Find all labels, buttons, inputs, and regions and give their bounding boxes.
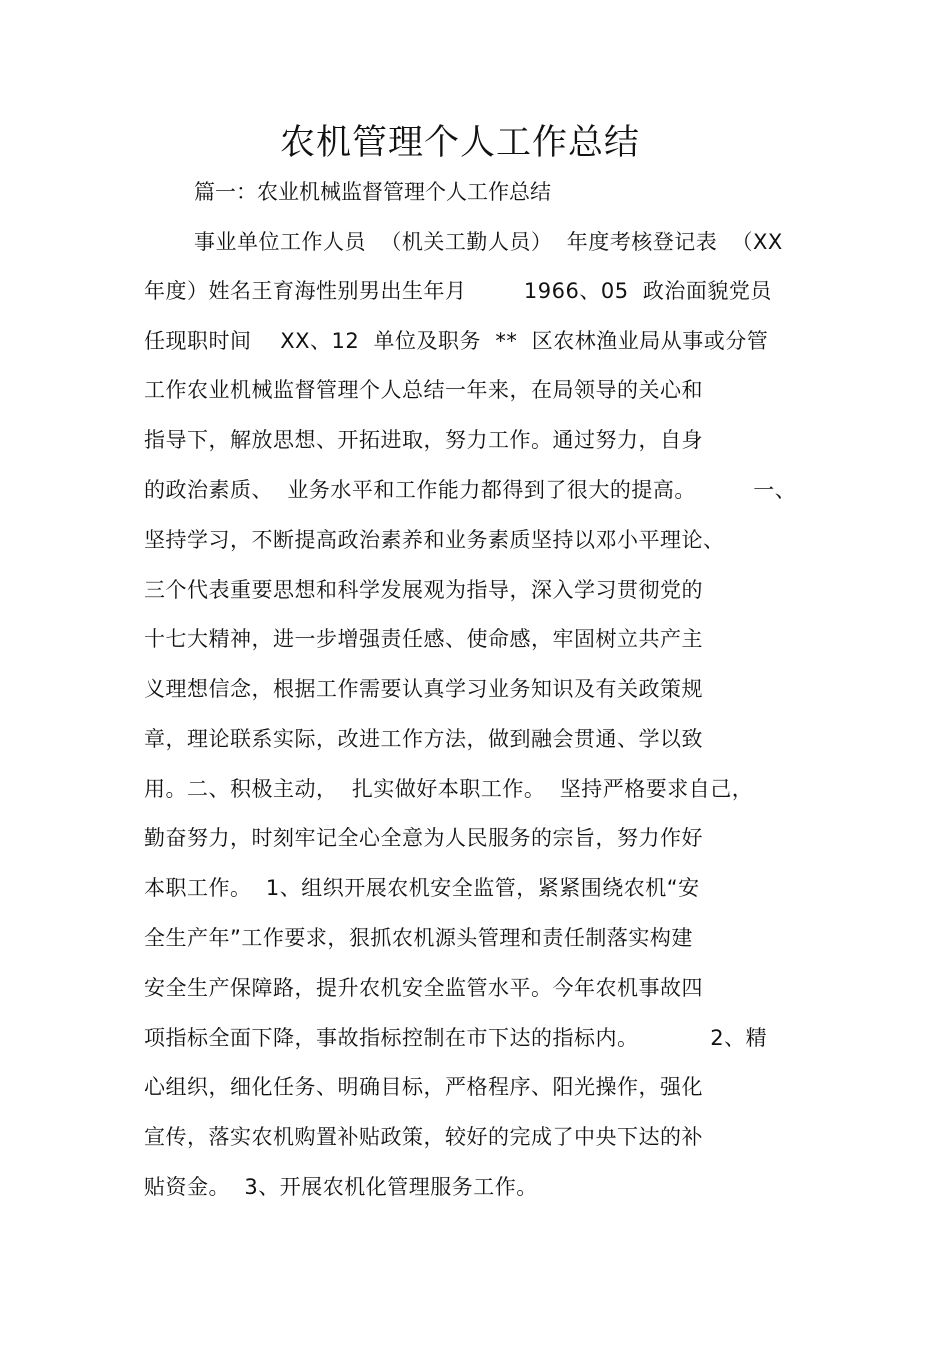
body-line: 年度）姓名王育海性别男出生年月 1966、05 政治面貌党员: [144, 279, 772, 303]
body-line: 坚持学习，不断提高政治素养和业务素质坚持以邓小平理论、: [144, 528, 725, 552]
body-line: 心组织，细化任务、明确目标，严格程序、阳光操作，强化: [144, 1075, 703, 1099]
document-subtitle: 篇一：农业机械监督管理个人工作总结: [194, 180, 551, 204]
body-line: 全生产年”工作要求，狠抓农机源头管理和责任制落实构建: [144, 926, 693, 950]
body-line: 用。二、积极主动， 扎实做好本职工作。 坚持严格要求自己，: [144, 777, 754, 801]
body-line: 义理想信念，根据工作需要认真学习业务知识及有关政策规: [144, 677, 703, 701]
body-line: 任现职时间 XX、12 单位及职务 ** 区农林渔业局从事或分管: [144, 329, 769, 353]
document-title: 农机管理个人工作总结: [279, 123, 640, 163]
body-line: 安全生产保障路，提升农机安全监管水平。今年农机事故四: [144, 976, 703, 1000]
body-line: 事业单位工作人员 （机关工勤人员） 年度考核登记表 （XX: [194, 230, 783, 254]
body-line: 贴资金。 3、开展农机化管理服务工作。: [144, 1175, 538, 1199]
body-line: 十七大精神，进一步增强责任感、使命感，牢固树立共产主: [144, 627, 703, 651]
body-line: 的政治素质、 业务水平和工作能力都得到了很大的提高。 一、: [144, 478, 797, 502]
body-line: 项指标全面下降，事故指标控制在市下达的指标内。 2、精: [144, 1026, 768, 1050]
body-line: 章，理论联系实际，改进工作方法，做到融会贯通、学以致: [144, 727, 703, 751]
body-line: 宣传，落实农机购置补贴政策，较好的完成了中央下达的补: [144, 1125, 703, 1149]
body-line: 工作农业机械监督管理个人总结一年来，在局领导的关心和: [144, 378, 703, 402]
body-line: 本职工作。 1、组织开展农机安全监管，紧紧围绕农机“安: [144, 876, 700, 900]
body-line: 三个代表重要思想和科学发展观为指导，深入学习贯彻党的: [144, 578, 703, 602]
body-line: 勤奋努力，时刻牢记全心全意为人民服务的宗旨，努力作好: [144, 826, 703, 850]
body-line: 指导下，解放思想、开拓进取，努力工作。通过努力，自身: [144, 428, 703, 452]
